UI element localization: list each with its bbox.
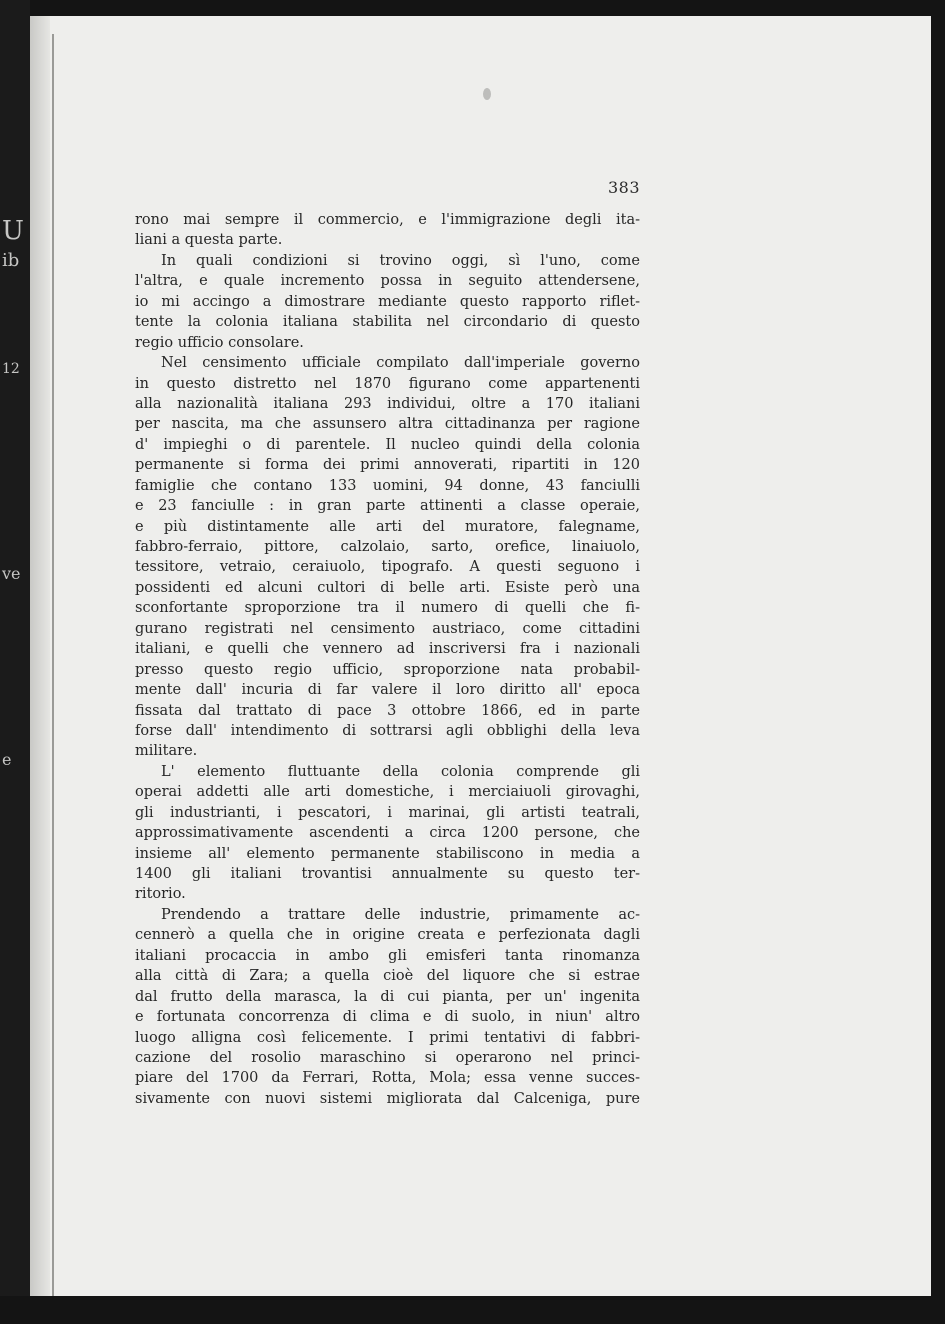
page-number: 383: [607, 178, 640, 197]
text-line: L' elemento fluttuante della colonia comprende gli: [161, 763, 640, 780]
text-line: luogo alligna così felicemente. I primi tentativi di fabbri-: [135, 1029, 640, 1046]
text-line: tente la colonia italiana stabilita nel circondario di questo: [135, 314, 640, 331]
text-line: approssimativamente ascendenti a circa 1200 persone, che: [135, 825, 640, 842]
text-line: insieme all' elemento permanente stabiliscono in media a: [135, 845, 640, 862]
text-line: regio ufficio consolare.: [135, 334, 304, 351]
margin-bleed-text: 12: [2, 361, 20, 377]
text-line: gurano registrati nel censimento austriaco, come cittadini: [135, 620, 640, 637]
binding-fold-line: [52, 34, 54, 1296]
text-line: militare.: [135, 743, 198, 760]
text-line: piare del 1700 da Ferrari, Rotta, Mola; essa venne succes-: [135, 1070, 640, 1087]
text-line: permanente si forma dei primi annoverati, ripartiti in 120: [135, 457, 640, 474]
text-line: mente dall' incuria di far valere il loro diritto all' epoca: [135, 682, 640, 699]
text-line: sconfortante sproporzione tra il numero di quelli che fi-: [135, 600, 640, 617]
margin-bleed-text: ve: [2, 564, 21, 583]
margin-bleed-text: e: [2, 750, 12, 769]
scan-border-bottom: [0, 1296, 945, 1324]
text-line: gli industrianti, i pescatori, i marinai, gli artisti teatrali,: [135, 804, 640, 821]
ink-smudge: [483, 88, 491, 100]
scan-border-top: [0, 0, 945, 16]
body-text: [135, 210, 640, 1109]
text-line: Nel censimento ufficiale compilato dall'imperiale governo: [161, 355, 640, 372]
text-line: italiani, e quelli che vennero ad inscriversi fra i nazionali: [135, 641, 640, 658]
text-line: alla città di Zara; a quella cioè del liquore che si estrae: [135, 968, 640, 985]
text-line: famiglie che contano 133 uomini, 94 donne, 43 fanciulli: [135, 477, 640, 494]
binding-gutter: [30, 16, 50, 1296]
margin-bleed-text: ib: [2, 250, 20, 271]
scan-border-right: [931, 0, 945, 1324]
scan-border-left: [0, 0, 30, 1324]
margin-bleed-text: U: [2, 216, 24, 246]
text-line: rono mai sempre il commercio, e l'immigrazione degli ita-: [135, 212, 640, 228]
text-line: l'altra, e quale incremento possa in seguito attendersene,: [135, 273, 640, 290]
text-line: d' impieghi o di parentele. Il nucleo quindi della colonia: [135, 436, 640, 453]
text-line: per nascita, ma che assunsero altra cittadinanza per ragione: [135, 416, 640, 433]
text-line: liani a questa parte.: [135, 232, 283, 249]
text-line: Prendendo a trattare delle industrie, primamente ac-: [161, 906, 640, 923]
text-line: forse dall' intendimento di sottrarsi agli obblighi della leva: [135, 722, 640, 739]
text-line: e 23 fanciulle : in gran parte attinenti a classe operaie,: [135, 498, 640, 515]
text-line: e più distintamente alle arti del muratore, falegname,: [135, 518, 640, 535]
text-line: In quali condizioni si trovino oggi, sì l'uno, come: [161, 252, 640, 269]
text-line: possidenti ed alcuni cultori di belle arti. Esiste però una: [135, 579, 640, 596]
text-line: dal frutto della marasca, la di cui pianta, per un' ingenita: [135, 988, 640, 1005]
text-line: alla nazionalità italiana 293 individui, oltre a 170 italiani: [135, 395, 640, 412]
text-line: e fortunata concorrenza di clima e di suolo, in niun' altro: [135, 1009, 640, 1026]
text-line: 1400 gli italiani trovantisi annualmente su questo ter-: [135, 866, 640, 882]
text-line: sivamente con nuovi sistemi migliorata dal Calceniga, pure: [135, 1090, 640, 1107]
text-line: io mi accingo a dimostrare mediante questo rapporto riflet-: [135, 293, 640, 310]
text-line: operai addetti alle arti domestiche, i merciaiuoli girovaghi,: [135, 784, 640, 801]
text-line: presso questo regio ufficio, sproporzione nata probabil-: [135, 661, 640, 678]
text-line: fissata dal trattato di pace 3 ottobre 1866, ed in parte: [135, 702, 640, 719]
text-line: in questo distretto nel 1870 figurano come appartenenti: [135, 375, 640, 392]
text-line: fabbro-ferraio, pittore, calzolaio, sarto, orefice, linaiuolo,: [135, 539, 640, 555]
text-line: ritorio.: [135, 886, 186, 903]
text-line: tessitore, vetraio, ceraiuolo, tipografo. A questi seguono i: [135, 559, 640, 576]
text-line: italiani procaccia in ambo gli emisferi tanta rinomanza: [135, 947, 640, 964]
text-line: cazione del rosolio maraschino si operarono nel princi-: [135, 1049, 640, 1066]
text-line: cennerò a quella che in origine creata e perfezionata dagli: [135, 927, 640, 944]
